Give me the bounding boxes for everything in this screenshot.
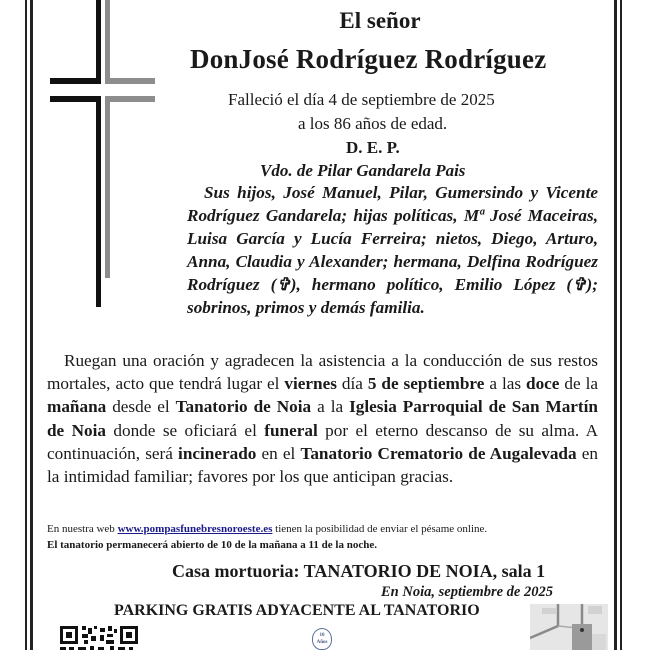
laurel-badge-icon — [312, 628, 332, 650]
web-note: En nuestra web www.pompasfunebresnoroeste.es tienen la posibilidad de enviar el pésame online. — [47, 523, 488, 535]
place-date: En Noia, septiembre de 2025 — [381, 584, 553, 600]
hours-note: El tanatorio permanecerá abierto de 10 de la mañana a 11 de la noche. — [47, 539, 377, 551]
age: a los 86 años de edad. — [298, 114, 448, 133]
title: El señor — [339, 8, 421, 33]
badge-label: Años — [316, 640, 328, 645]
left-border-outer — [25, 0, 27, 650]
qr-code-icon[interactable] — [60, 626, 140, 650]
website-link[interactable]: www.pompasfunebresnoroeste.es — [117, 523, 273, 535]
widower-of: Vdo. de Pilar Gandarela Pais — [260, 161, 466, 180]
left-border-inner — [30, 0, 33, 650]
parking-note: PARKING GRATIS ADYACENTE AL TANATORIO — [114, 602, 480, 619]
death-date: Falleció el día 4 de septiembre de 2025 — [228, 90, 495, 109]
deceased-name: DonJosé Rodríguez Rodríguez — [190, 44, 547, 74]
badge-years: 10 — [319, 633, 325, 638]
right-border-inner — [614, 0, 617, 650]
funeral-home: Casa mortuoria: TANATORIO DE NOIA, sala 1 — [172, 561, 546, 581]
family-list: Sus hijos, José Manuel, Pilar, Gumersindo y Vicente Rodríguez Gandarela; hijas políticas, Mª José Maceiras, Luisa García y Lucía Ferreira; nietos, Diego, Arturo, Anna, Claudia y Alexander; hermana, Delfina Rodríguez Rodríguez (✞), hermano político, Emilio López (✞); sobrinos, primos y demás familia. — [187, 183, 598, 318]
right-border-outer — [620, 0, 622, 650]
rip: D. E. P. — [346, 138, 400, 157]
location-map-icon[interactable] — [530, 604, 608, 650]
ceremony-text: Ruegan una oración y agradecen la asistencia a la conducción de sus restos mortales, acto que tendrá lugar el viernes día 5 de septiembre a las doce de la mañana desde el Tanatorio de Noia a la Iglesia Parroquial de San Martín de Noia donde se oficiará el funeral por el eterno descanso de su alma. A continuación, será incinerado en el Tanatorio Crematorio de Augalevada en la intimidad familiar; favores por los que anticipan gracias. — [47, 351, 599, 487]
